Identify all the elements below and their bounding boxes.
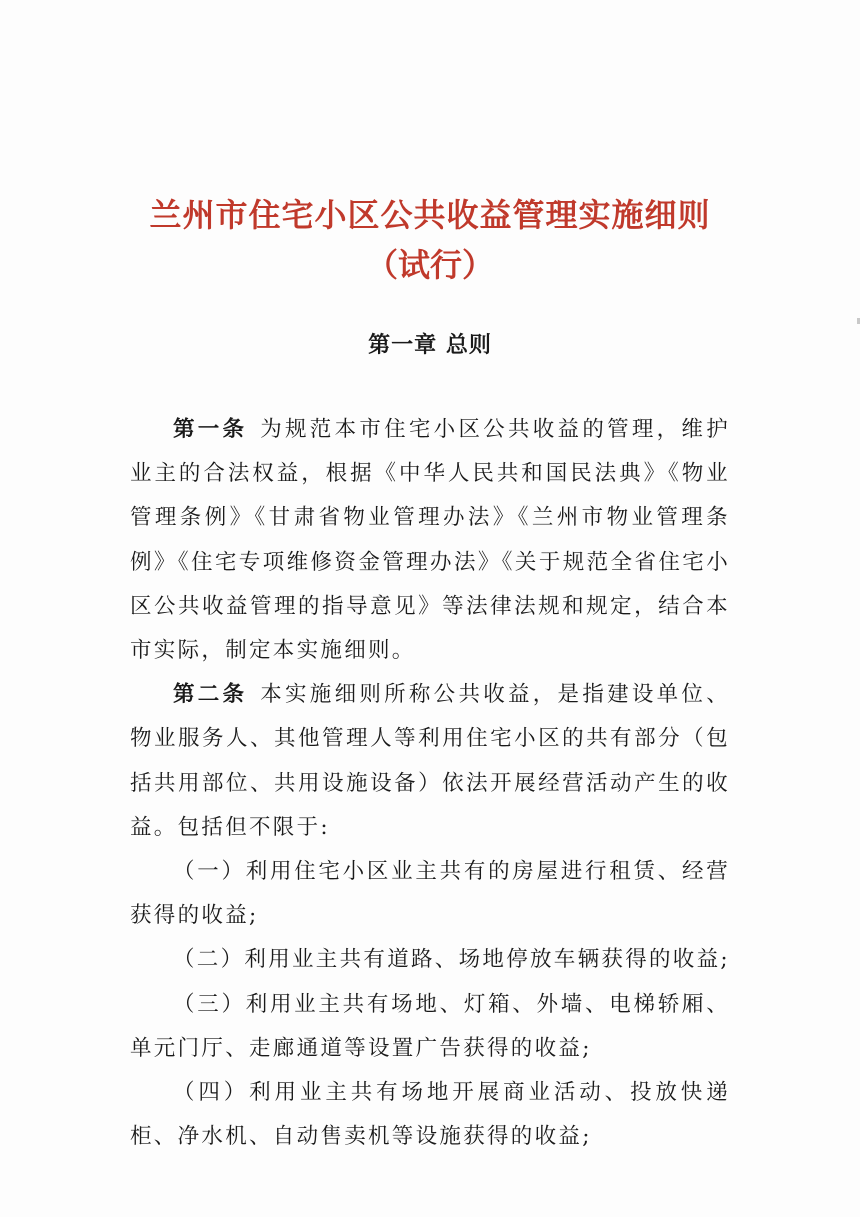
chapter-heading: 第一章 总则	[368, 333, 492, 358]
document-body	[130, 408, 730, 1159]
list-item: （一）利用住宅小区业主共有的房屋进行租赁、经营获得的收益;	[130, 859, 730, 929]
document-title: 兰州市住宅小区公共收益管理实施细则	[149, 196, 711, 234]
list-item: （二）利用业主共有道路、场地停放车辆获得的收益;	[173, 947, 730, 973]
article-1	[130, 408, 730, 673]
article-2	[130, 673, 730, 850]
title-block	[0, 190, 860, 290]
article-text: 为规范本市住宅小区公共收益的管理，维护业主的合法权益，根据《中华人民共和国民法典》《物业管理条例》《甘肃省物业管理办法》《兰州市物业管理条例》《住宅专项维修资金管理办法》《关于规范全省住宅小区公共收益管理的指导意见》等法律法规和规定，结合本市实际，制定本实施细则。	[130, 417, 731, 664]
document-subtitle: （试行）	[365, 246, 494, 284]
article-heading: 第一条	[173, 417, 248, 442]
list-item: （三）利用业主共有场地、灯箱、外墙、电梯轿厢、单元门厅、走廊通道等设置广告获得的收益;	[130, 991, 730, 1061]
article-heading: 第二条	[173, 682, 248, 708]
list-item: （四）利用业主共有场地开展商业活动、投放快递柜、净水机、自动售卖机等设施获得的收益;	[130, 1080, 730, 1150]
article-text: 本实施细则所称公共收益，是指建设单位、物业服务人、其他管理人等利用住宅小区的共有部分（包括共用部位、共用设施设备）依法开展经营活动产生的收益。包括但不限于:	[130, 682, 731, 840]
